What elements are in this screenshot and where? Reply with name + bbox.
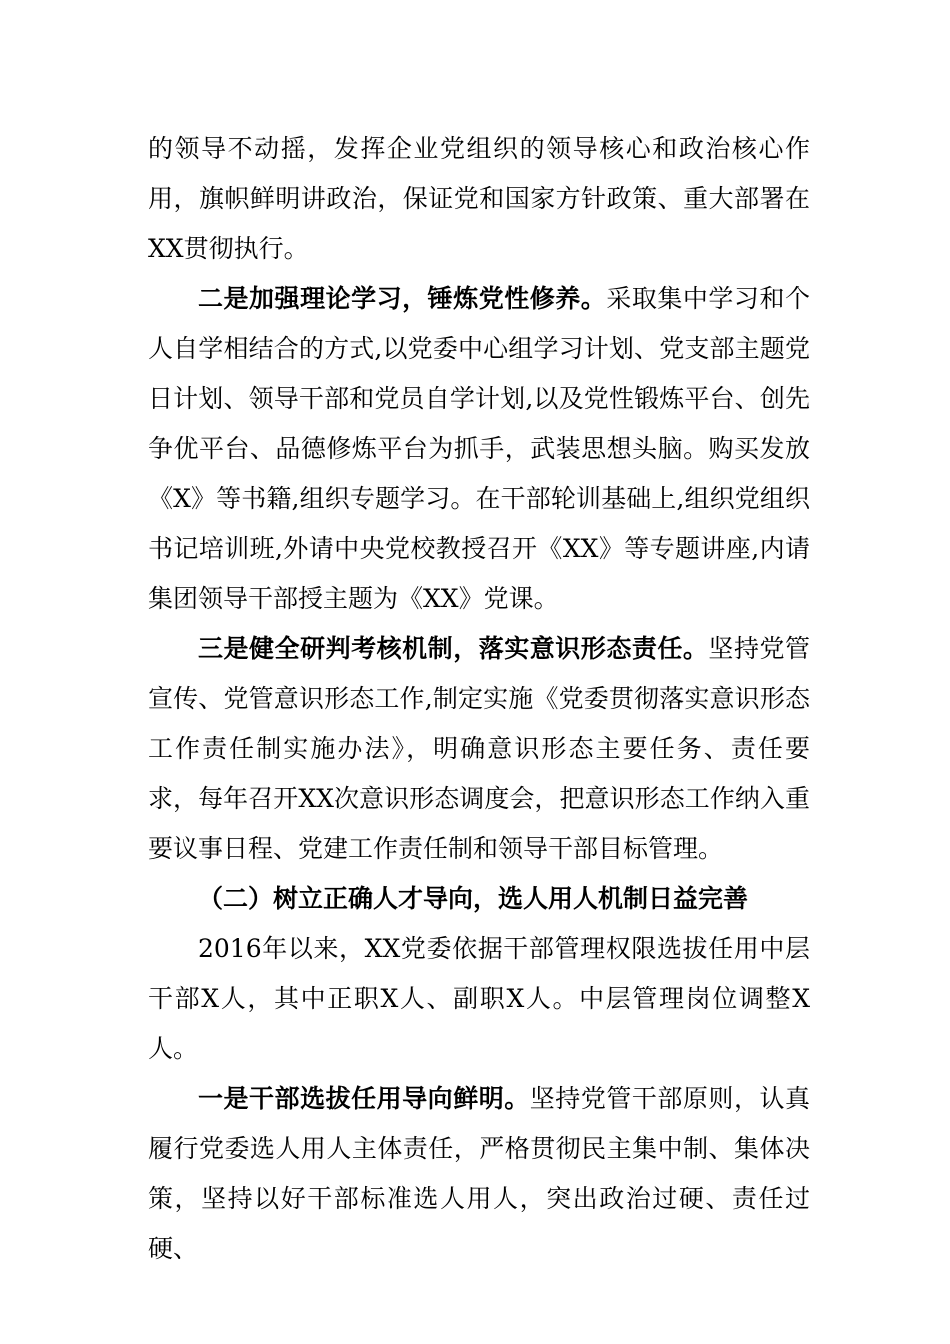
paragraph-text: 的领导不动摇，发挥企业党组织的领导核心和政治核心作用，旗帜鲜明讲政治，保证党和国家方针政策、重大部署在XX贯彻执行。 xyxy=(148,134,810,263)
document-page xyxy=(148,124,810,1274)
paragraph-text: 坚持党管干部原则，认真履行党委选人用人主体责任，严格贯彻民主集中制、集体决策，坚持以好干部标准选人用人，突出政治过硬、责任过硬、 xyxy=(148,1084,810,1263)
paragraph-text: 2016年以来，XX党委依据干部管理权限选拔任用中层干部X人，其中正职X人、副职X人。中层管理岗位调整X人。 xyxy=(148,934,810,1063)
paragraph-theory-study xyxy=(148,274,810,624)
paragraph-lead: 三是健全研判考核机制，落实意识形态责任。 xyxy=(198,634,709,663)
paragraph-text: 采取集中学习和个人自学相结合的方式,以党委中心组学习计划、党支部主题党日计划、领导干部和党员自学计划,以及党性锻炼平台、创先争优平台、品德修炼平台为抓手，武装思想头脑。购买发放《X》等书籍,组织专题学习。在干部轮训基础上,组织党组织书记培训班,外请中央党校教授召开《XX》等专题讲座,内请集团领导干部授主题为《XX》党课。 xyxy=(148,284,810,613)
paragraph-cadre-selection xyxy=(148,1074,810,1274)
paragraph-appointment-stats xyxy=(148,924,810,1074)
paragraph-continuation xyxy=(148,124,810,274)
section-heading: （二）树立正确人才导向，选人用人机制日益完善 xyxy=(198,884,749,913)
paragraph-ideology-responsibility xyxy=(148,624,810,874)
paragraph-lead: 一是干部选拔任用导向鲜明。 xyxy=(198,1084,530,1113)
paragraph-lead: 二是加强理论学习，锤炼党性修养。 xyxy=(198,284,607,313)
paragraph-text: 坚持党管宣传、党管意识形态工作,制定实施《党委贯彻落实意识形态工作责任制实施办法》，明确意识形态主要任务、责任要求，每年召开XX次意识形态调度会，把意识形态工作纳入重要议事日程、党建工作责任制和领导干部目标管理。 xyxy=(148,634,810,863)
